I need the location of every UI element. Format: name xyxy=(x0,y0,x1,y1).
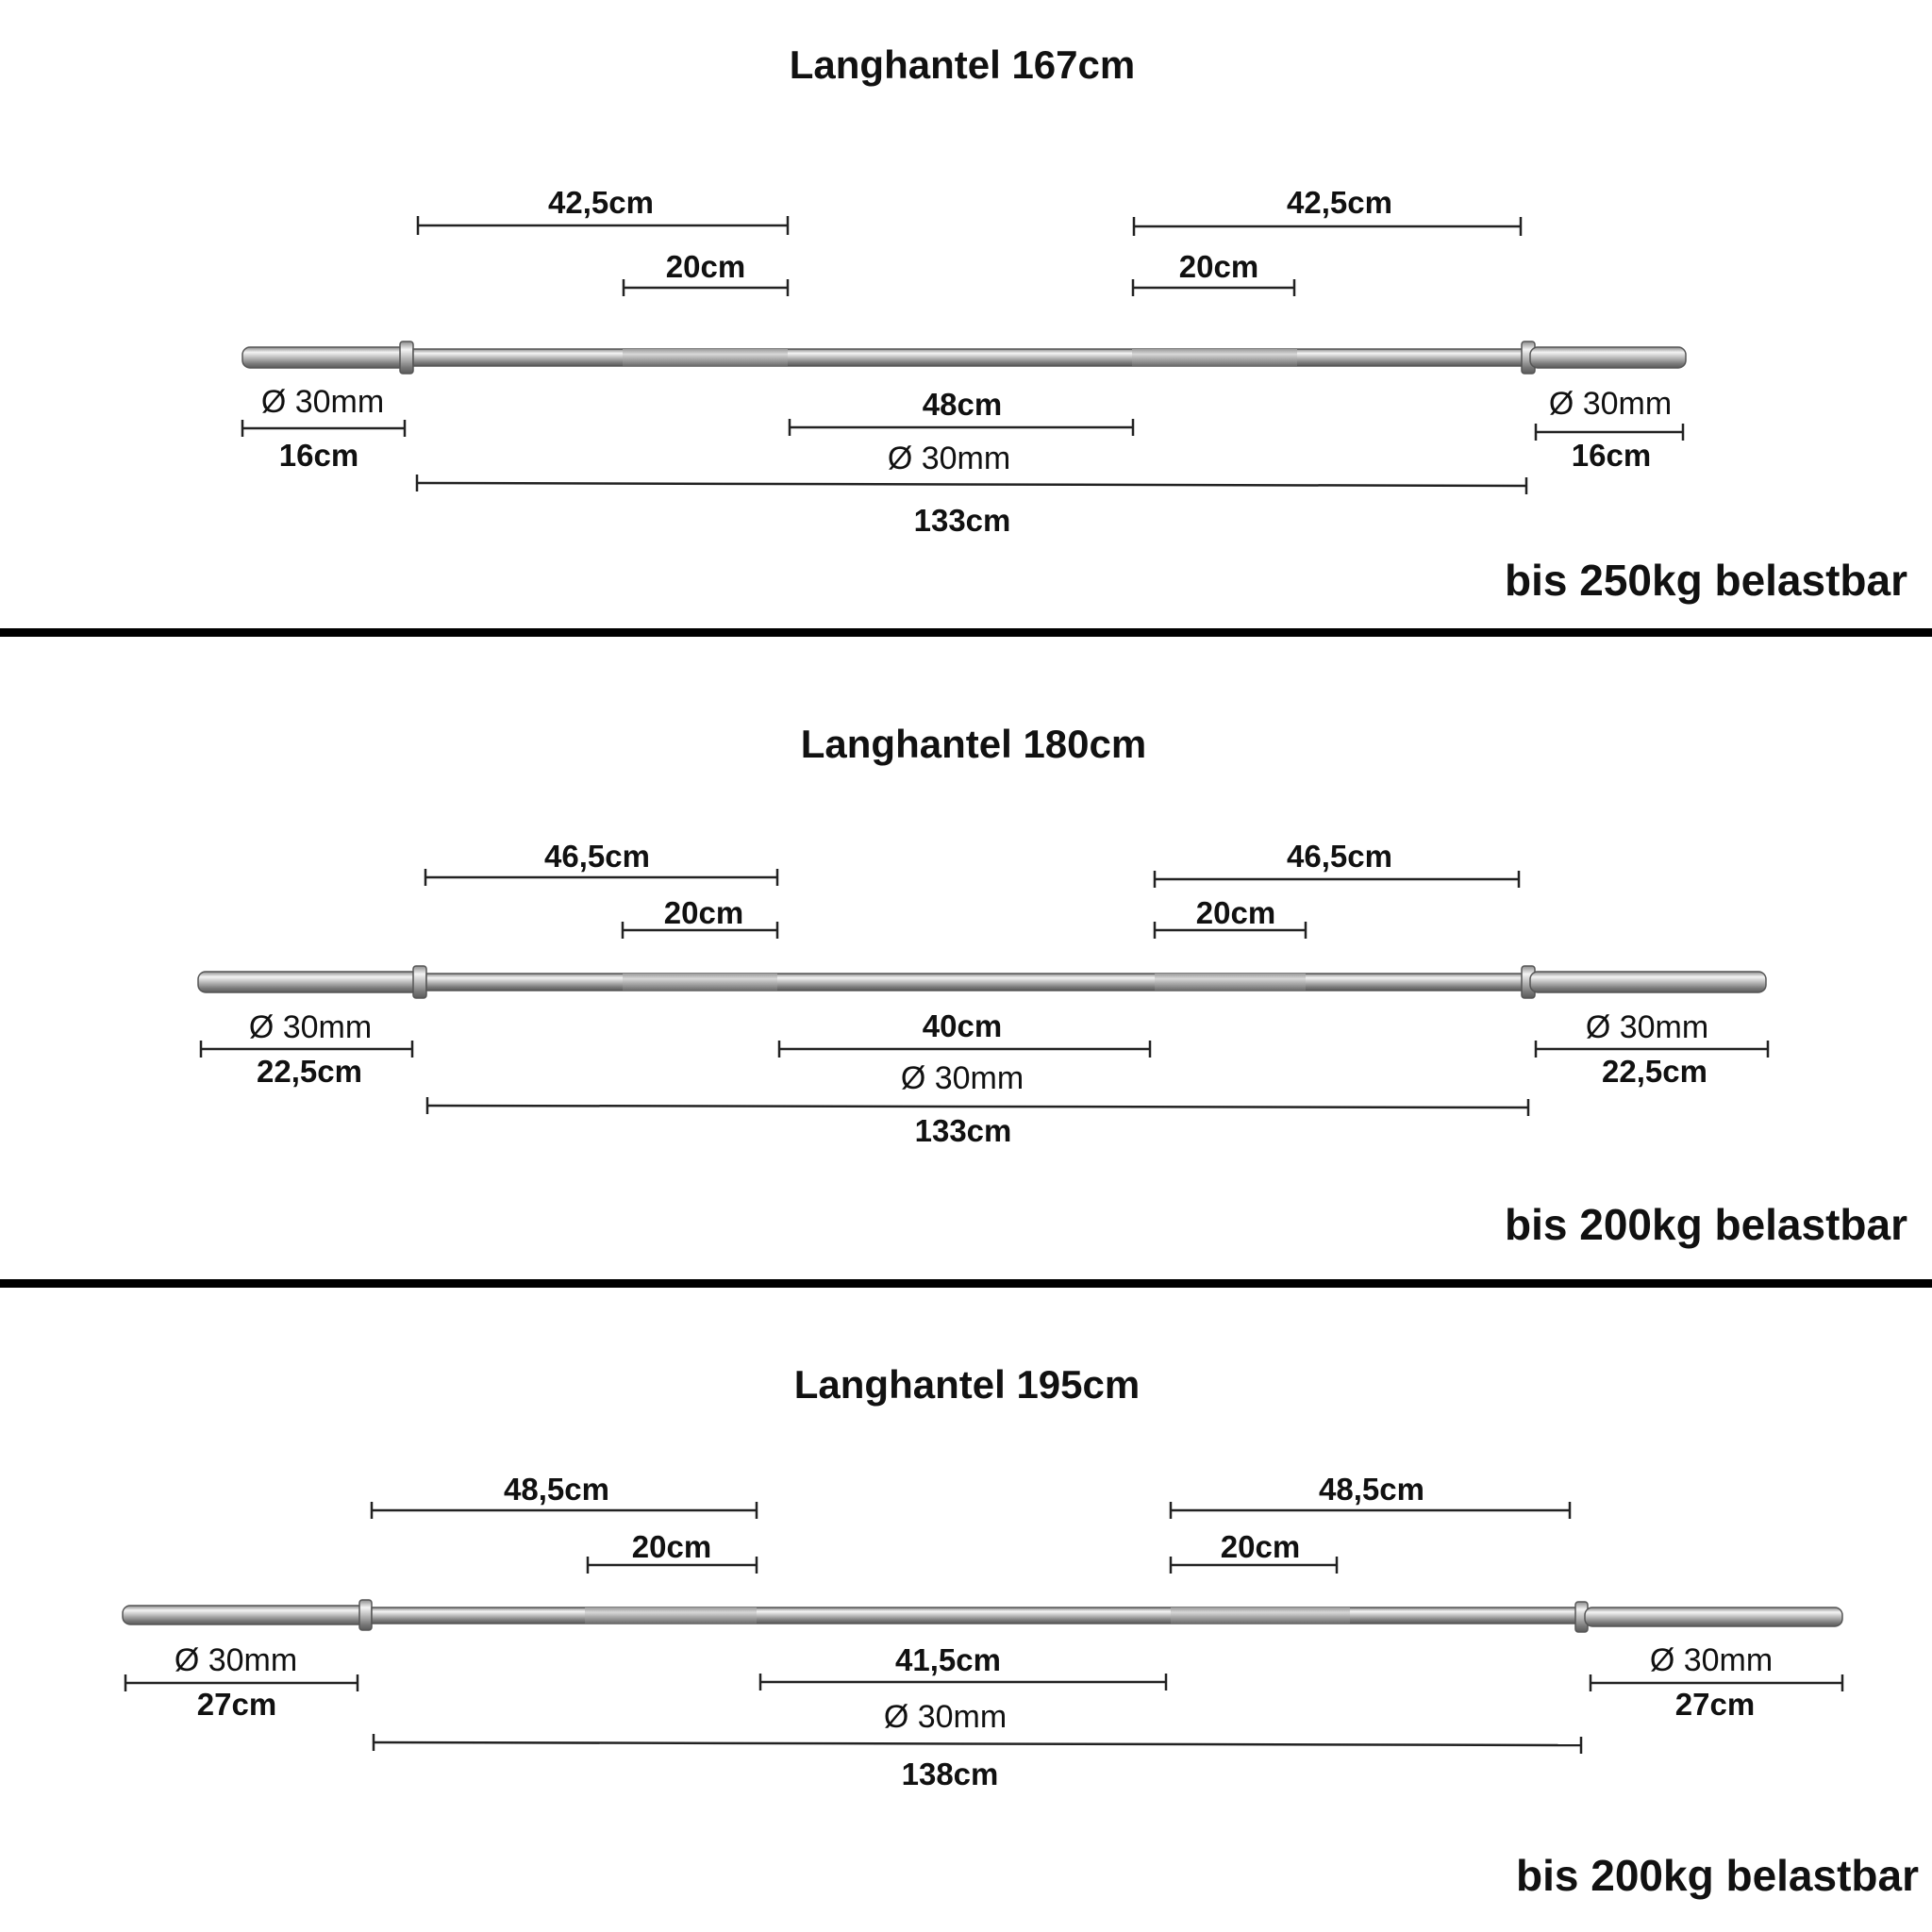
label-center-diameter: Ø 30mm xyxy=(900,1060,1024,1096)
label-knurl-left: 20cm xyxy=(663,895,744,930)
label-sleeve-left-diameter: Ø 30mm xyxy=(174,1642,298,1678)
barbell-195 xyxy=(123,1600,1842,1632)
label-sleeve-left-diameter: Ø 30mm xyxy=(248,1009,373,1045)
label-sleeve-left-diameter: Ø 30mm xyxy=(260,384,385,420)
label-knurl-left: 20cm xyxy=(665,249,746,284)
label-sleeve-left-length: 16cm xyxy=(278,438,359,473)
barbell-section-167 xyxy=(242,42,1907,605)
label-sleeve-left-length: 27cm xyxy=(196,1687,277,1722)
label-shaft-length: 133cm xyxy=(914,1113,1012,1148)
label-grip-right: 48,5cm xyxy=(1319,1472,1424,1507)
label-grip-left: 46,5cm xyxy=(544,839,650,874)
section-title: Langhantel 167cm xyxy=(789,42,1136,87)
label-knurl-right: 20cm xyxy=(1220,1529,1301,1564)
label-sleeve-right-diameter: Ø 30mm xyxy=(1548,386,1673,422)
label-grip-right: 46,5cm xyxy=(1287,839,1392,874)
section-title: Langhantel 195cm xyxy=(793,1362,1141,1407)
label-center-diameter: Ø 30mm xyxy=(883,1699,1008,1735)
label-center-diameter: Ø 30mm xyxy=(887,441,1011,476)
barbell-167 xyxy=(242,341,1686,374)
label-load-capacity: bis 200kg belastbar xyxy=(1505,1200,1907,1249)
label-center-length: 41,5cm xyxy=(895,1642,1001,1677)
label-grip-left: 48,5cm xyxy=(504,1472,609,1507)
label-sleeve-left-length: 22,5cm xyxy=(257,1054,362,1089)
barbell-section-195 xyxy=(123,1362,1919,1900)
dimension-line-shaft xyxy=(417,475,1526,494)
label-center-length: 48cm xyxy=(922,387,1003,422)
dimension-line-grip-right xyxy=(1134,217,1521,236)
label-sleeve-right-diameter: Ø 30mm xyxy=(1649,1642,1774,1678)
dimension-line-sleeve-left xyxy=(242,420,405,437)
label-sleeve-right-length: 27cm xyxy=(1674,1687,1756,1722)
label-sleeve-right-diameter: Ø 30mm xyxy=(1585,1009,1709,1045)
section-divider xyxy=(0,628,1932,637)
barbell-section-180 xyxy=(198,722,1907,1249)
label-grip-right: 42,5cm xyxy=(1287,185,1392,220)
label-load-capacity: bis 250kg belastbar xyxy=(1505,556,1907,605)
label-sleeve-right-length: 16cm xyxy=(1571,438,1652,473)
label-knurl-right: 20cm xyxy=(1195,895,1276,930)
label-center-length: 40cm xyxy=(922,1008,1003,1043)
label-knurl-right: 20cm xyxy=(1178,249,1259,284)
section-title: Langhantel 180cm xyxy=(800,722,1147,766)
label-sleeve-right-length: 22,5cm xyxy=(1602,1054,1707,1089)
label-shaft-length: 138cm xyxy=(901,1757,999,1791)
label-load-capacity: bis 200kg belastbar xyxy=(1516,1851,1919,1900)
label-grip-left: 42,5cm xyxy=(548,185,654,220)
section-divider xyxy=(0,1279,1932,1288)
label-knurl-left: 20cm xyxy=(631,1529,712,1564)
label-shaft-length: 133cm xyxy=(913,503,1011,538)
dimension-line-shaft xyxy=(374,1734,1581,1754)
barbell-180 xyxy=(198,966,1766,998)
